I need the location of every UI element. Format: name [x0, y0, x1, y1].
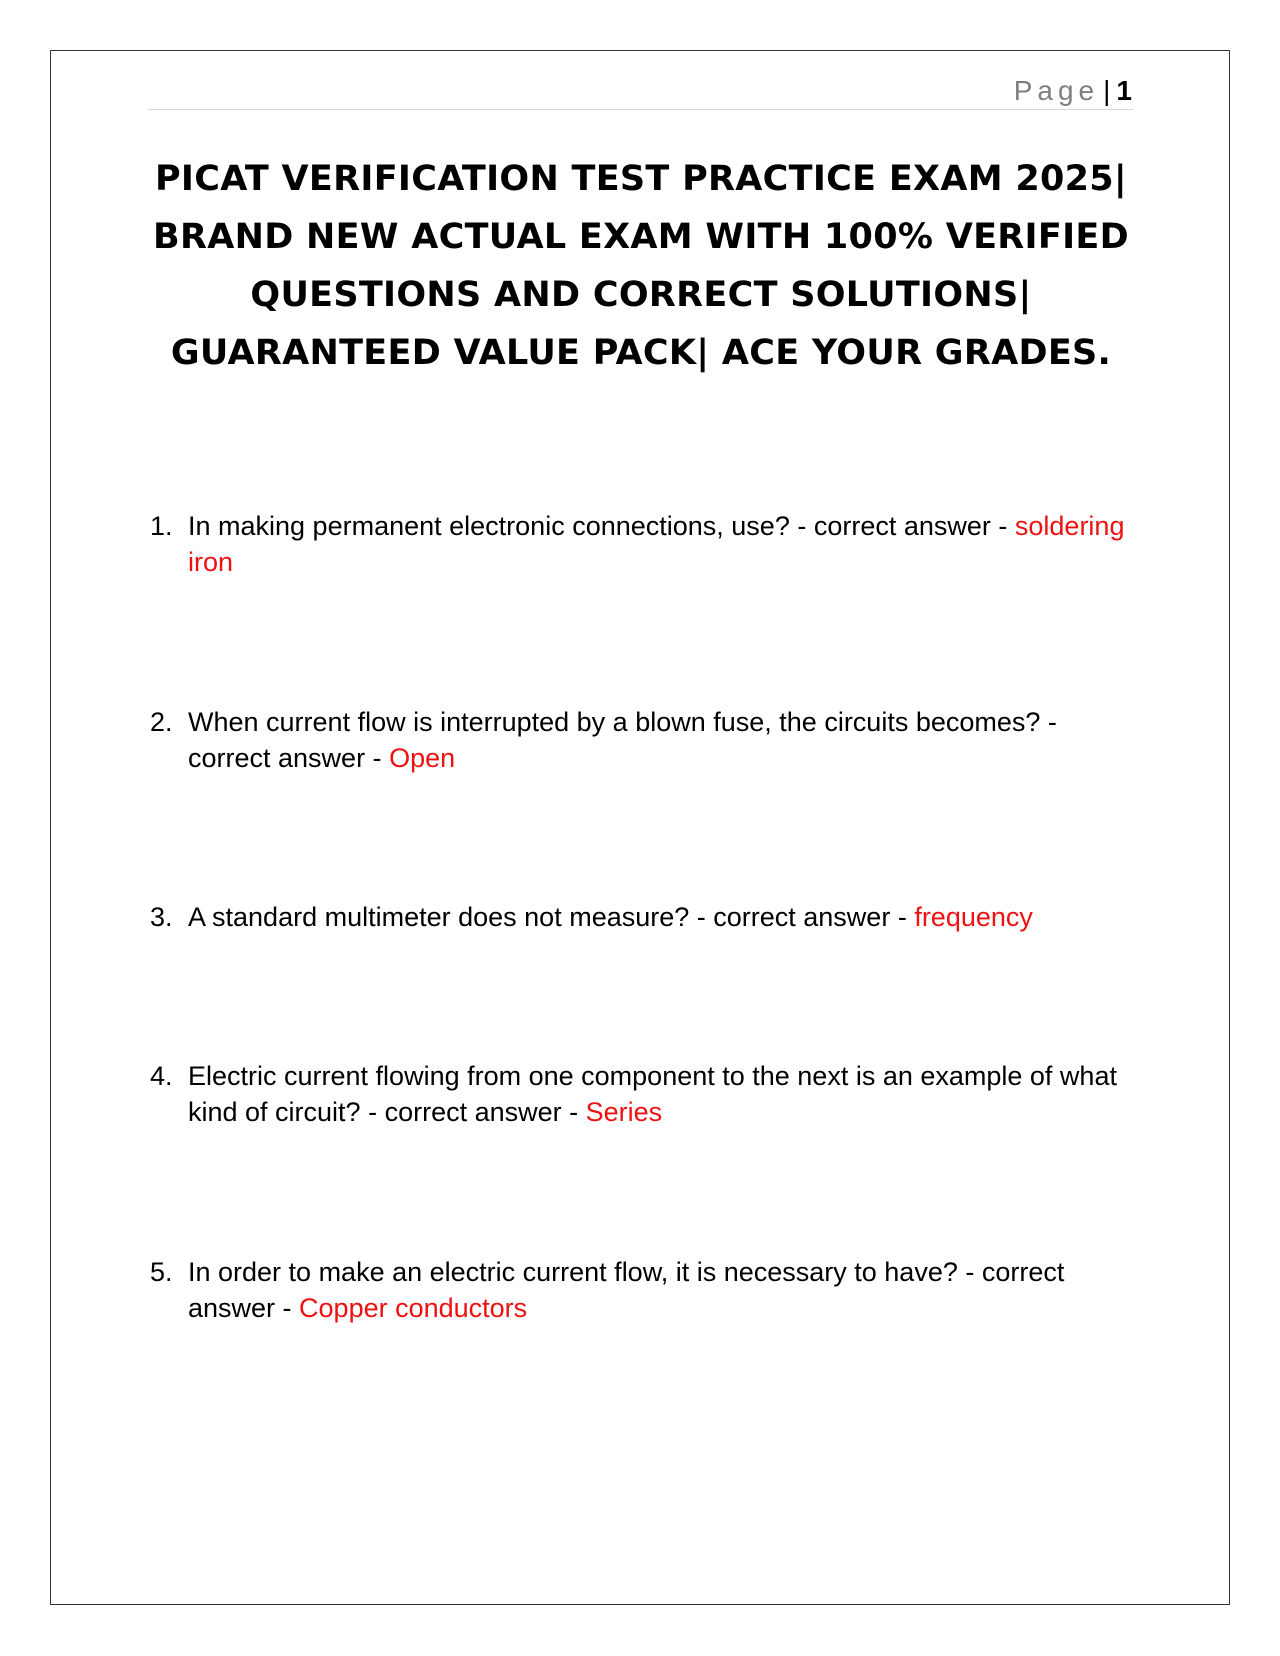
- question-item-4: [148, 1058, 1138, 1130]
- answer-text: Open: [389, 743, 456, 773]
- question-text: In making permanent electronic connections, use? - correct answer -: [188, 511, 1015, 541]
- question-number: 5.: [150, 1257, 173, 1287]
- answer-text: soldering iron: [188, 511, 1125, 577]
- question-item-2: [148, 704, 1138, 776]
- question-body: [188, 1058, 1138, 1130]
- question-item-3: [148, 899, 1138, 935]
- answer-text: frequency: [914, 902, 1033, 932]
- document-title: PICAT VERIFICATION TEST PRACTICE EXAM 2025| BRAND NEW ACTUAL EXAM WITH 100% VERIFIED QUESTIONS AND CORRECT SOLUTIONS| GUARANTEED VALUE PACK| ACE YOUR GRADES.: [153, 159, 1129, 373]
- question-number: 2.: [150, 707, 173, 737]
- question-number: 3.: [150, 902, 173, 932]
- page-separator: |: [1103, 75, 1111, 106]
- question-body: [188, 704, 1138, 776]
- question-text: In order to make an electric current flow, it is necessary to have? - correct answer -: [188, 1257, 1065, 1323]
- question-number: 1.: [150, 511, 173, 541]
- page-number: 1: [1116, 75, 1132, 106]
- question-number: 4.: [150, 1061, 173, 1091]
- answer-text: Copper conductors: [299, 1293, 528, 1323]
- question-body: [188, 1254, 1138, 1326]
- question-item-1: [148, 508, 1138, 580]
- question-text: When current flow is interrupted by a blown fuse, the circuits becomes? - correct answer -: [188, 707, 1057, 773]
- answer-text: Series: [585, 1097, 663, 1127]
- question-item-5: [148, 1254, 1138, 1326]
- question-body: [188, 508, 1138, 580]
- question-text: Electric current flowing from one component to the next is an example of what kind of circuit? - correct answer -: [188, 1061, 1117, 1127]
- question-body: [188, 899, 1138, 935]
- question-text: A standard multimeter does not measure? - correct answer -: [188, 902, 915, 932]
- page-label: Page: [1013, 75, 1100, 106]
- page-header: [148, 72, 1134, 110]
